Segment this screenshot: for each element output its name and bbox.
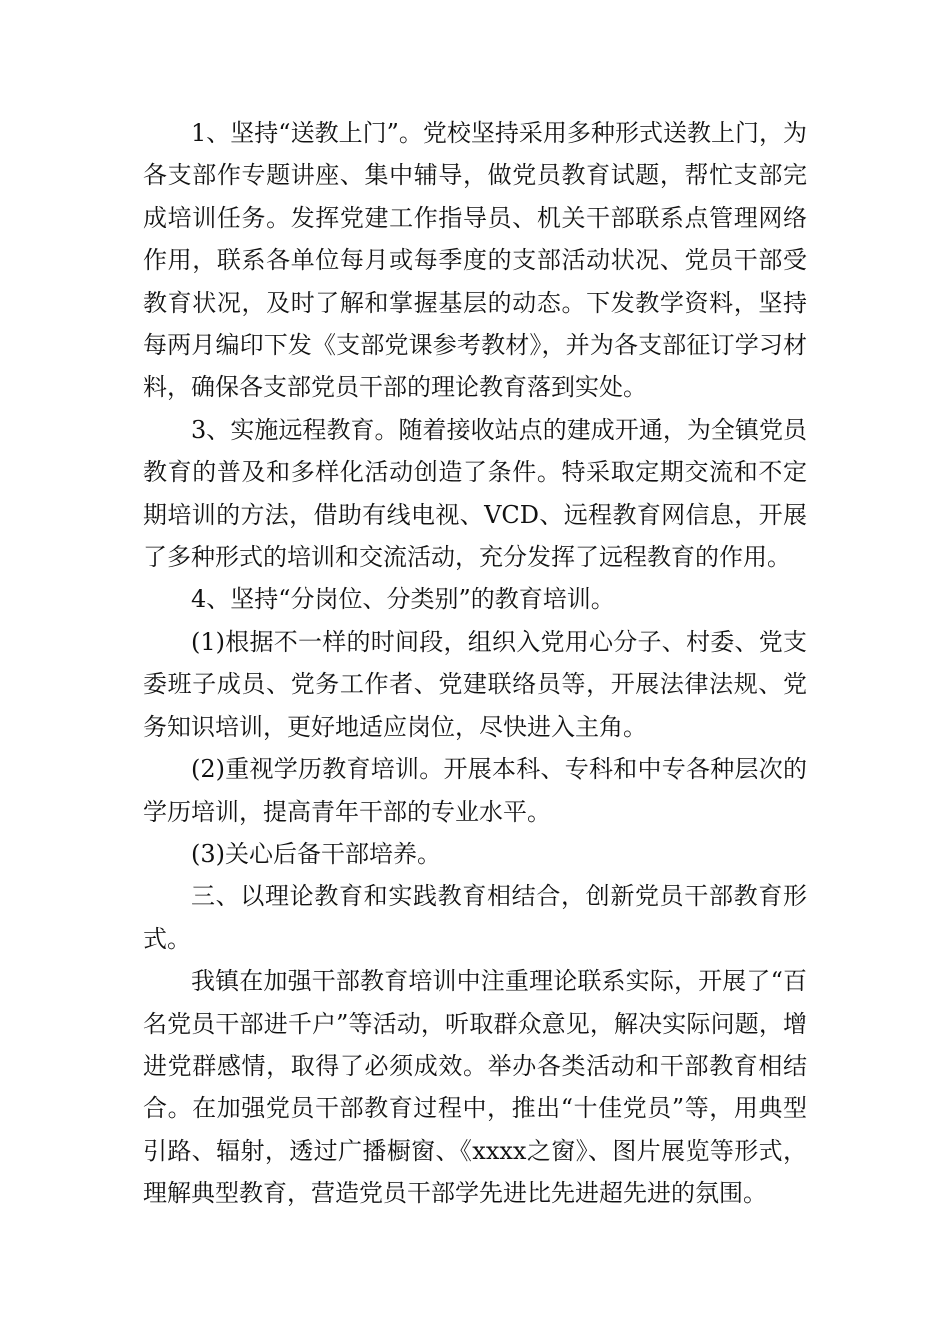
section-heading-three: 三、以理论教育和实践教育相结合，创新党员干部教育形式。: [143, 882, 807, 953]
paragraph-remote-education: 3、实施远程教育。随着接收站点的建成开通，为全镇党员教育的普及和多样化活动创造了条件。特采取定期交流和不定期培训的方法，借助有线电视、VCD、远程教育网信息，开展了多种形式的培训和交流活动，充分发挥了远程教育的作用。: [143, 415, 807, 572]
document-body: [143, 112, 807, 1215]
paragraph-send-teaching: 1、坚持“送教上门”。党校坚持采用多种形式送教上门，为各支部作专题讲座、集中辅导，做党员教育试题，帮忙支部完成培训任务。发挥党建工作指导员、机关干部联系点管理网络作用，联系各单位每月或每季度的支部活动状况、党员干部受教育状况，及时了解和掌握基层的动态。下发教学资料，坚持每两月编印下发《支部党课参考教材》，并为各支部征订学习材料，确保各支部党员干部的理论教育落到实处。: [143, 119, 807, 402]
paragraph-item-1: (1)根据不一样的时间段，组织入党用心分子、村委、党支委班子成员、党务工作者、党建联络员等，开展法律法规、党务知识培训，更好地适应岗位，尽快进入主角。: [143, 627, 807, 741]
paragraph-item-2: (2)重视学历教育培训。开展本科、专科和中专各种层次的学历培训，提高青年干部的专业水平。: [143, 755, 807, 826]
paragraph-item-3: (3)关心后备干部培养。: [191, 839, 441, 868]
paragraph-category-training: 4、坚持“分岗位、分类别”的教育培训。: [191, 585, 615, 614]
paragraph-practice-education: 我镇在加强干部教育培训中注重理论联系实际，开展了“百名党员干部进千户”等活动，听取群众意见，解决实际问题，增进党群感情，取得了必须成效。举办各类活动和干部教育相结合。在加强党员干部教育过程中，推出“十佳党员”等，用典型引路、辐射，透过广播橱窗、《xxxx之窗》、图片展览等形式，理解典型教育，营造党员干部学先进比先进超先进的氛围。: [143, 967, 807, 1208]
